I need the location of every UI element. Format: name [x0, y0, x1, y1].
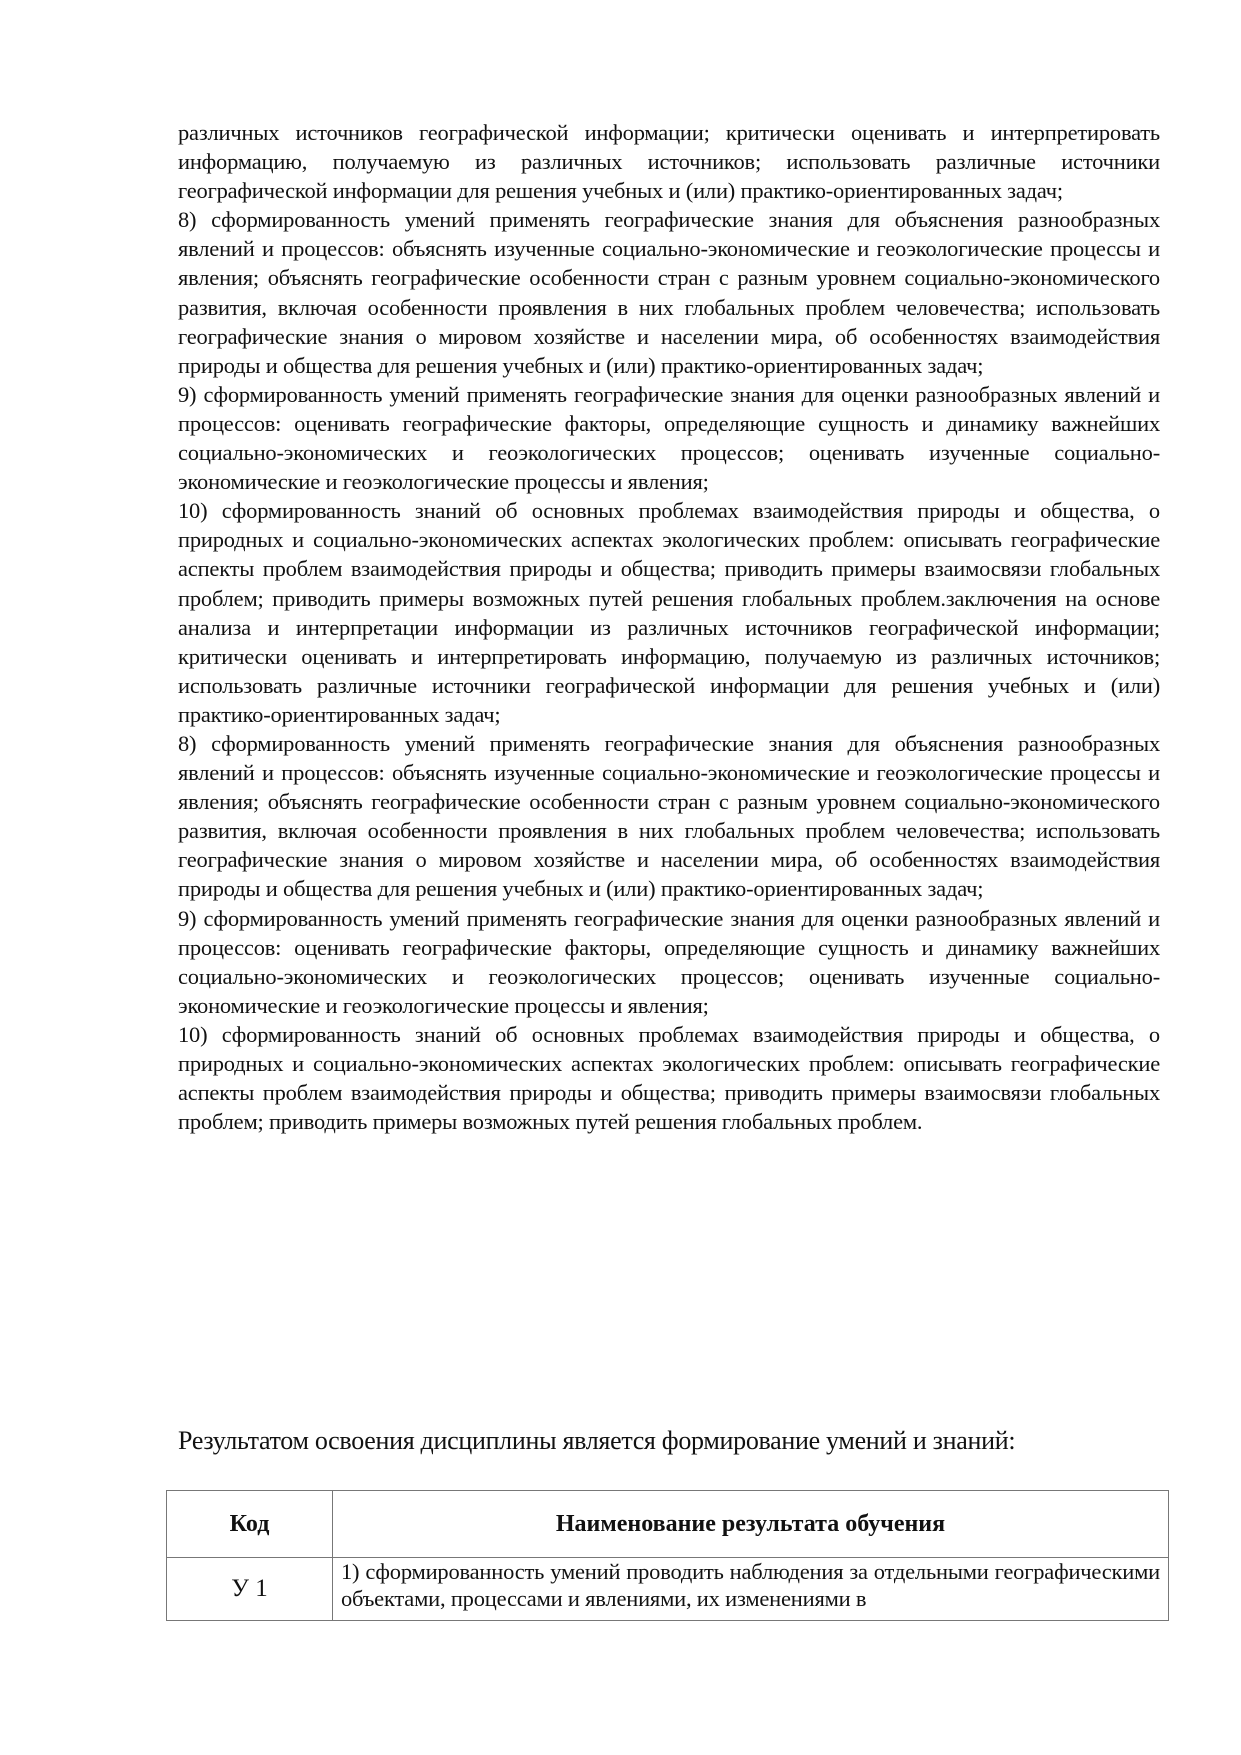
- learning-results-table: [166, 1490, 1169, 1621]
- document-body: [178, 118, 1160, 1136]
- result-description: 1) сформированность умений проводить наблюдения за отдельными географическими объектами, процессами и явлениями, их изменениями в: [333, 1558, 1169, 1621]
- paragraph: 8) сформированность умений применять географические знания для объяснения разнообразных явлений и процессов: объяснять изученные социально-экономические и геоэкологические процессы и явления; объяснять географические особенности стран с разным уровнем социально-экономического развития, включая особенности проявления в них глобальных проблем человечества; использовать географические знания о мировом хозяйстве и населении мира, об особенностях взаимодействия природы и общества для решения учебных и (или) практико-ориентированных задач;: [178, 207, 1160, 378]
- paragraph: 9) сформированность умений применять географические знания для оценки разнообразных явлений и процессов: оценивать географические факторы, определяющие сущность и динамику важнейших социально-экономических и геоэкологических процессов; оценивать изученные социально-экономические и геоэкологические процессы и явления;: [178, 905, 1160, 1018]
- paragraph: 8) сформированность умений применять географические знания для объяснения разнообразных явлений и процессов: объяснять изученные социально-экономические и геоэкологические процессы и явления; объяснять географические особенности стран с разным уровнем социально-экономического развития, включая особенности проявления в них глобальных проблем человечества; использовать географические знания о мировом хозяйстве и населении мира, об особенностях взаимодействия природы и общества для решения учебных и (или) практико-ориентированных задач;: [178, 730, 1160, 902]
- header-result-name: Наименование результата обучения: [333, 1491, 1169, 1558]
- paragraph: различных источников географической информации; критически оценивать и интерпретировать информацию, получаемую из различных источников; использовать различные источники географической информации для решения учебных и (или) практико-ориентированных задач;: [178, 120, 1160, 204]
- table-header-row: [167, 1491, 1169, 1558]
- paragraph: 10) сформированность знаний об основных проблемах взаимодействия природы и общества, о природных и социально-экономических аспектах экологических проблем: описывать географические аспекты проблем взаимодействия природы и общества; приводить примеры взаимосвязи глобальных проблем; приводить примеры возможных путей решения глобальных проблем.заключения на основе анализа и интерпретации информации из различных источников географической информации; критически оценивать и интерпретировать информацию, получаемую из различных источников; использовать различные источники географической информации для решения учебных и (или) практико-ориентированных задач;: [178, 498, 1160, 727]
- header-code: Код: [167, 1491, 333, 1558]
- paragraph: 9) сформированность умений применять географические знания для оценки разнообразных явлений и процессов: оценивать географические факторы, определяющие сущность и динамику важнейших социально-экономических и геоэкологических процессов; оценивать изученные социально-экономические и геоэкологические процессы и явления;: [178, 381, 1160, 495]
- results-lead-text: Результатом освоения дисциплины является формирование умений и знаний:: [178, 1426, 1016, 1455]
- paragraph: 10) сформированность знаний об основных проблемах взаимодействия природы и общества, о природных и социально-экономических аспектах экологических проблем: описывать географические аспекты проблем взаимодействия природы и общества; приводить примеры взаимосвязи глобальных проблем; приводить примеры возможных путей решения глобальных проблем.: [178, 1021, 1160, 1135]
- result-code: У 1: [167, 1558, 333, 1621]
- table-row: [167, 1558, 1169, 1621]
